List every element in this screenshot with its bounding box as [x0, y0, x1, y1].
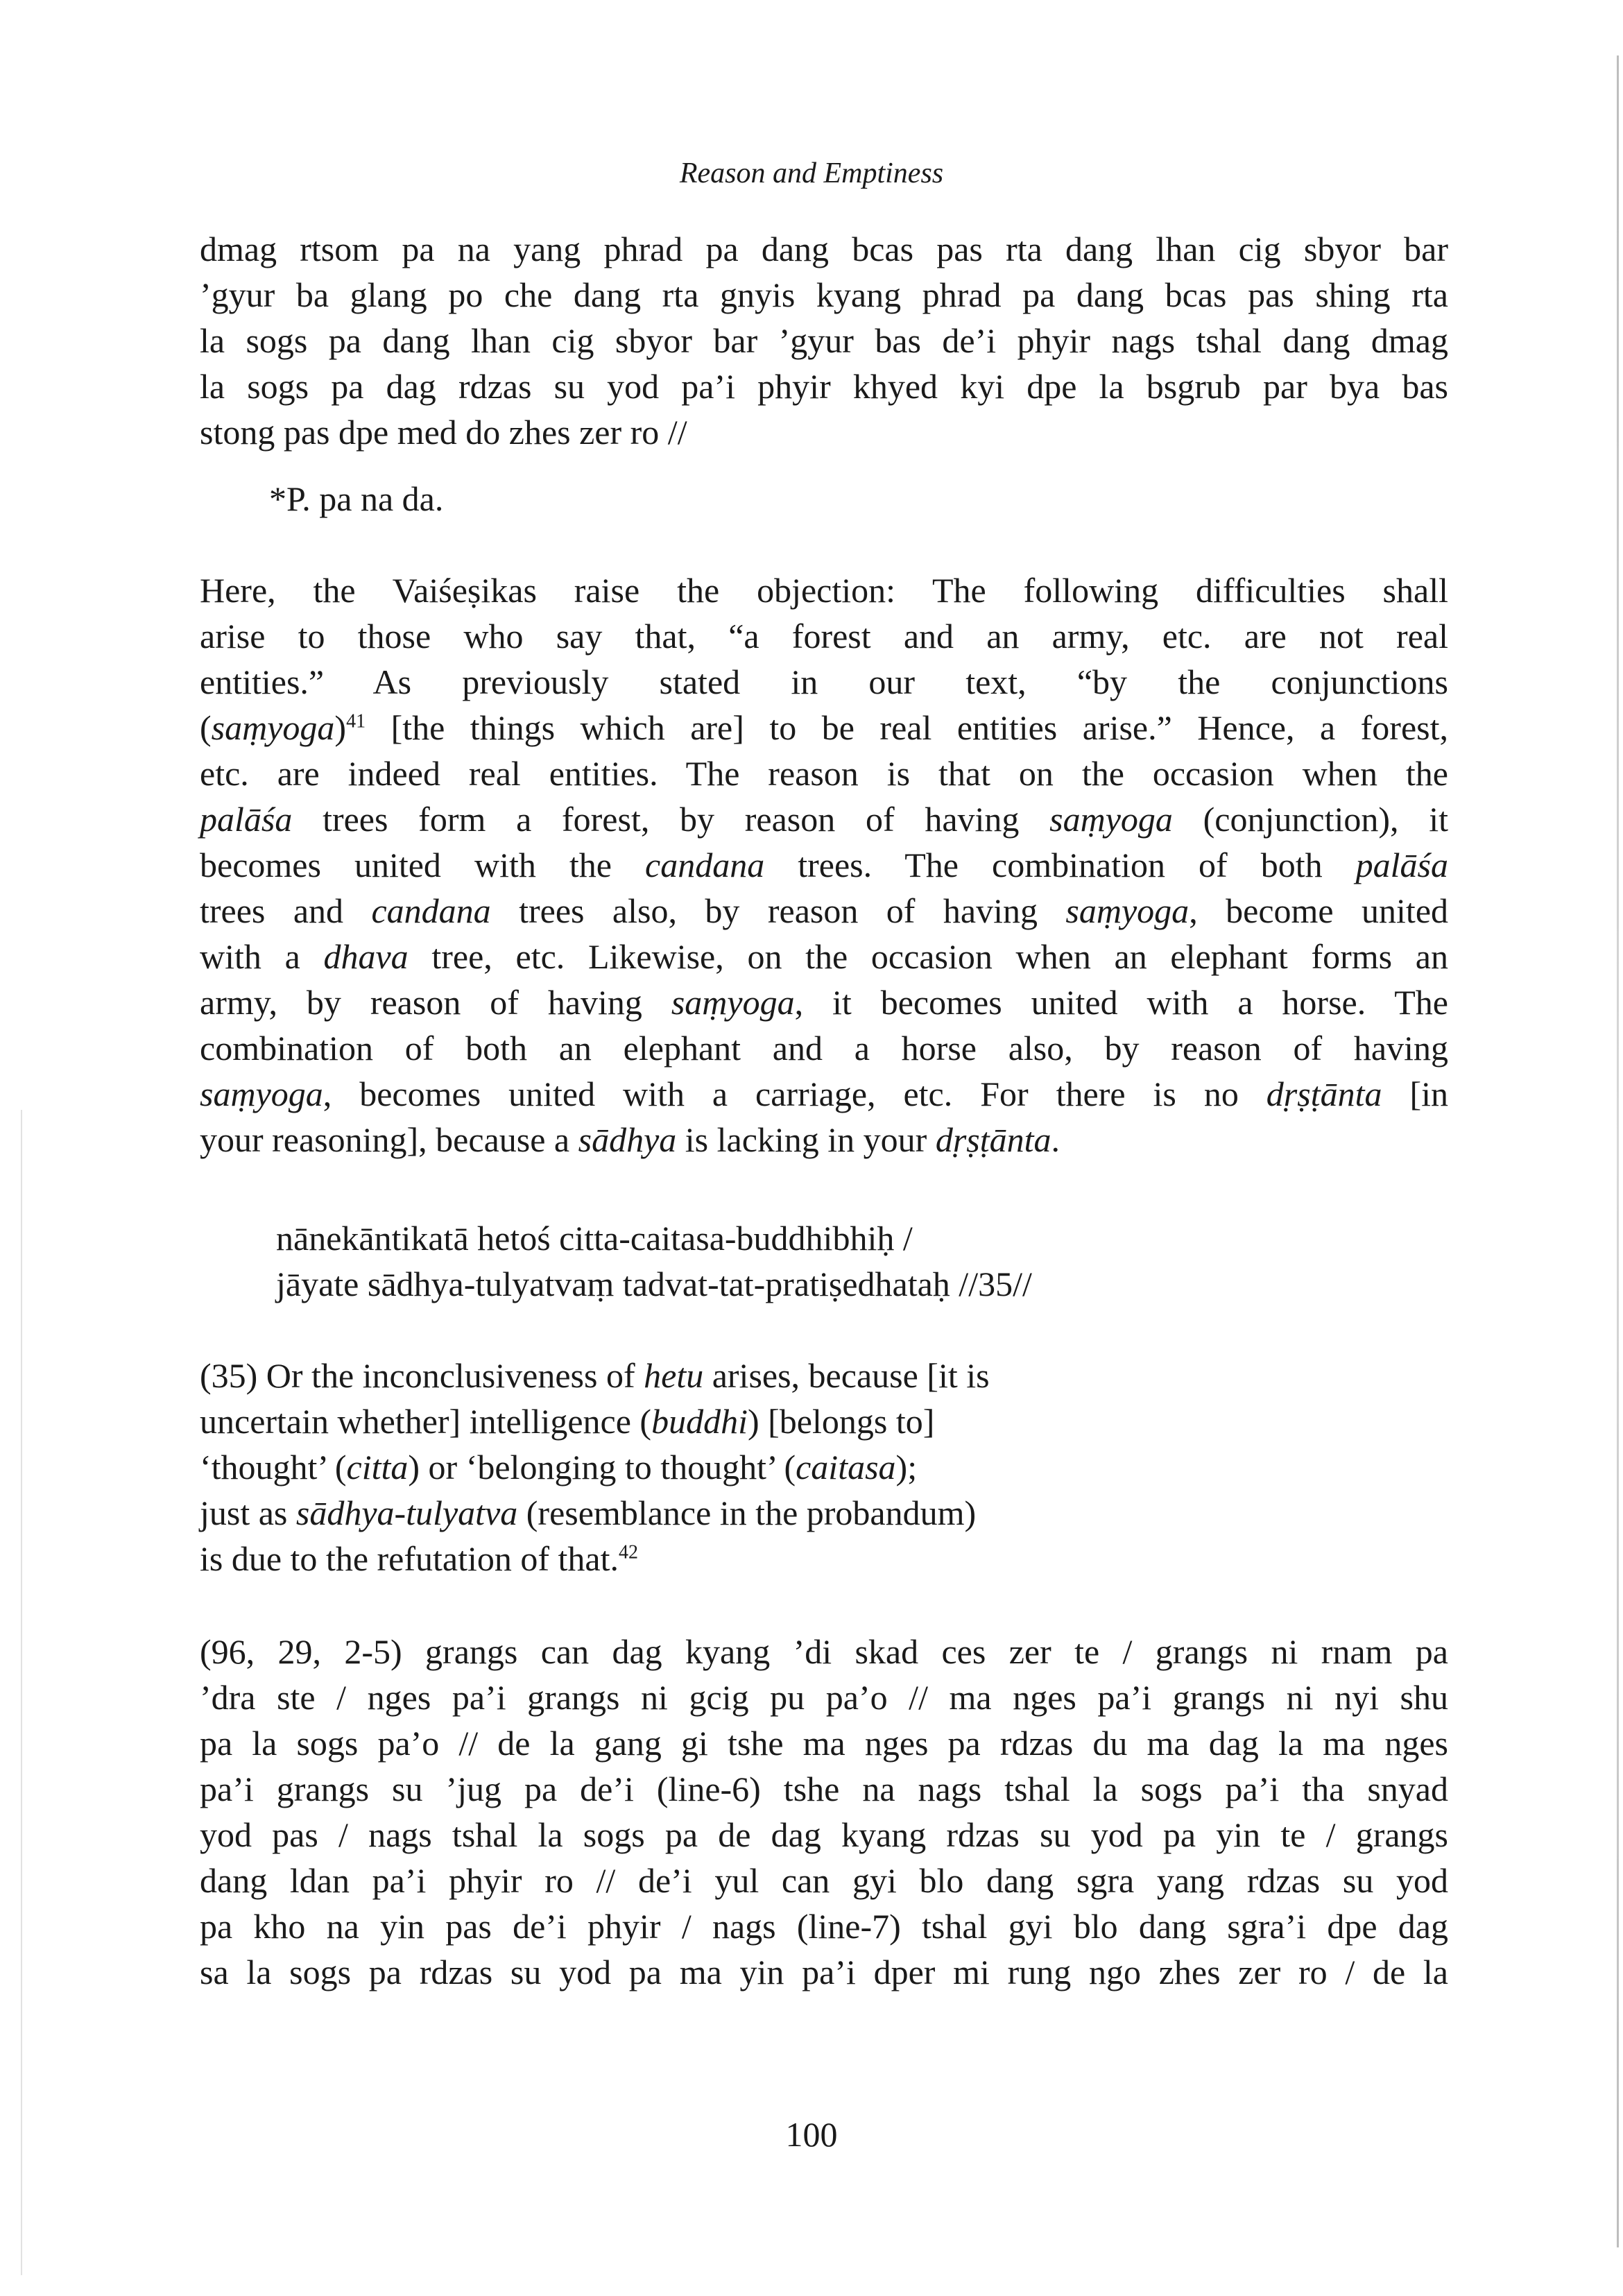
term: dṛṣṭānta	[935, 1120, 1051, 1159]
term: candana	[645, 846, 765, 884]
page-number: 100	[785, 2115, 838, 2154]
term: sādhya-tulyatva	[295, 1493, 518, 1532]
text-line: yod pas / nags tshal la sogs pa de dag kyang rdzas su yod pa yin te / grangs	[200, 1815, 1448, 1854]
text-line: entities.” As previously stated in our text, “by the conjunctions	[200, 662, 1448, 701]
text-line: with a dhava tree, etc. Likewise, on the occasion when an elephant forms an	[200, 937, 1449, 976]
footnote-ref: 42	[619, 1541, 639, 1563]
term: saṃyoga	[1049, 800, 1173, 839]
term: citta	[346, 1448, 409, 1487]
term: saṃyoga	[671, 983, 795, 1022]
running-title: Reason and Emptiness	[679, 157, 944, 189]
text-line: ’gyur ba glang po che dang rta gnyis kyang phrad pa dang bcas pas shing rta	[200, 275, 1448, 314]
term: dṛṣṭānta	[1266, 1074, 1382, 1113]
sanskrit-verse	[276, 1215, 1247, 1307]
note-text: *P. pa na da.	[269, 479, 444, 518]
tibetan-paragraph-2	[200, 1629, 1448, 1995]
term: palāśa	[1355, 846, 1448, 884]
text-line: ‘thought’ (citta) or ‘belonging to thought’ (caitasa);	[200, 1448, 918, 1487]
tibetan-paragraph-1	[200, 226, 1448, 455]
text-line: sa la sogs pa rdzas su yod pa ma yin pa’i dper mi rung ngo zhes zer ro / de la	[200, 1953, 1448, 1991]
text-line: ’dra ste / nges pa’i grangs ni gcig pu pa’o // ma nges pa’i grangs ni nyi shu	[200, 1678, 1448, 1717]
term: sādhya	[578, 1120, 677, 1159]
footnote-ref: 41	[346, 710, 366, 733]
text-line: pa kho na yin pas de’i phyir / nags (line-7) tshal gyi blo dang sgra’i dpe dag	[200, 1907, 1448, 1946]
text-line: arise to those who say that, “a forest and an army, etc. are not real	[200, 617, 1448, 656]
variant-note	[269, 476, 963, 522]
term: saṃyoga	[1065, 891, 1190, 930]
term: saṃyoga	[200, 1074, 323, 1113]
text-line: pa la sogs pa’o // de la gang gi tshe ma nges pa rdzas du ma dag la ma nges	[200, 1724, 1448, 1763]
text-line: la sogs pa dang lhan cig sbyor bar ’gyur bas de’i phyir nags tshal dang dmag	[200, 321, 1448, 360]
text-line: your reasoning], because a sādhya is lacking in your dṛṣṭānta.	[200, 1120, 1060, 1159]
term: dhava	[323, 937, 409, 976]
text-line: uncertain whether] intelligence (buddhi) [belongs to]	[200, 1402, 935, 1441]
text-line: saṃyoga, becomes united with a carriage, etc. For there is no dṛṣṭānta [in	[200, 1074, 1448, 1113]
text-line: combination of both an elephant and a horse also, by reason of having	[200, 1029, 1448, 1068]
text-line: stong pas dpe med do zhes zer ro //	[200, 413, 687, 452]
text-line: (35) Or the inconclusiveness of hetu arises, because [it is	[200, 1356, 990, 1395]
text-line: army, by reason of having saṃyoga, it becomes united with a horse. The	[200, 983, 1448, 1022]
text-line: la sogs pa dag rdzas su yod pa’i phyir khyed kyi dpe la bsgrub par bya bas	[200, 367, 1448, 406]
text-line: Here, the Vaiśeṣikas raise the objection: The following difficulties shall	[200, 571, 1448, 610]
scan-edge-left	[21, 1110, 22, 2275]
text-line: pa’i grangs su ’jug pa de’i (line-6) tshe na nags tshal la sogs pa’i tha snyad	[200, 1770, 1448, 1808]
verse-line-1: nānekāntikatā hetoś citta-caitasa-buddhibhiḥ /	[276, 1219, 913, 1258]
scan-edge-right	[1617, 55, 1619, 2247]
verse-line-2: jāyate sādhya-tulyatvaṃ tadvat-tat-pratiṣedhataḥ //35//	[276, 1265, 1032, 1303]
text-line: becomes united with the candana trees. The combination of both palāśa	[200, 846, 1448, 884]
text-line: dang ldan pa’i phyir ro // de’i yul can gyi blo dang sgra yang rdzas su yod	[200, 1861, 1448, 1900]
term: buddhi	[651, 1402, 748, 1441]
text-line: etc. are indeed real entities. The reason is that on the occasion when the	[200, 754, 1448, 793]
term: saṃyoga	[211, 708, 335, 747]
text-line: (96, 29, 2-5) grangs can dag kyang ’di skad ces zer te / grangs ni rnam pa	[200, 1632, 1448, 1671]
term: caitasa	[796, 1448, 896, 1487]
text-line: palāśa trees form a forest, by reason of having saṃyoga (conjunction), it	[200, 800, 1448, 839]
english-paragraph	[200, 567, 1448, 1163]
text-line: (saṃyoga)$^{41}$ [the things which are] to be real entities arise.” Hence, a forest,	[200, 708, 1448, 747]
term: hetu	[644, 1356, 704, 1395]
text-line: trees and candana trees also, by reason of having saṃyoga, become united	[200, 891, 1449, 930]
verse-translation	[200, 1353, 1171, 1582]
text-line: dmag rtsom pa na yang phrad pa dang bcas pas rta dang lhan cig sbyor bar	[200, 230, 1448, 268]
term: candana	[371, 891, 491, 930]
text-line: just as sādhya-tulyatva (resemblance in the probandum)	[200, 1493, 977, 1532]
text-line: is due to the refutation of that.$^{42}$	[200, 1539, 639, 1578]
term: palāśa	[200, 800, 293, 839]
